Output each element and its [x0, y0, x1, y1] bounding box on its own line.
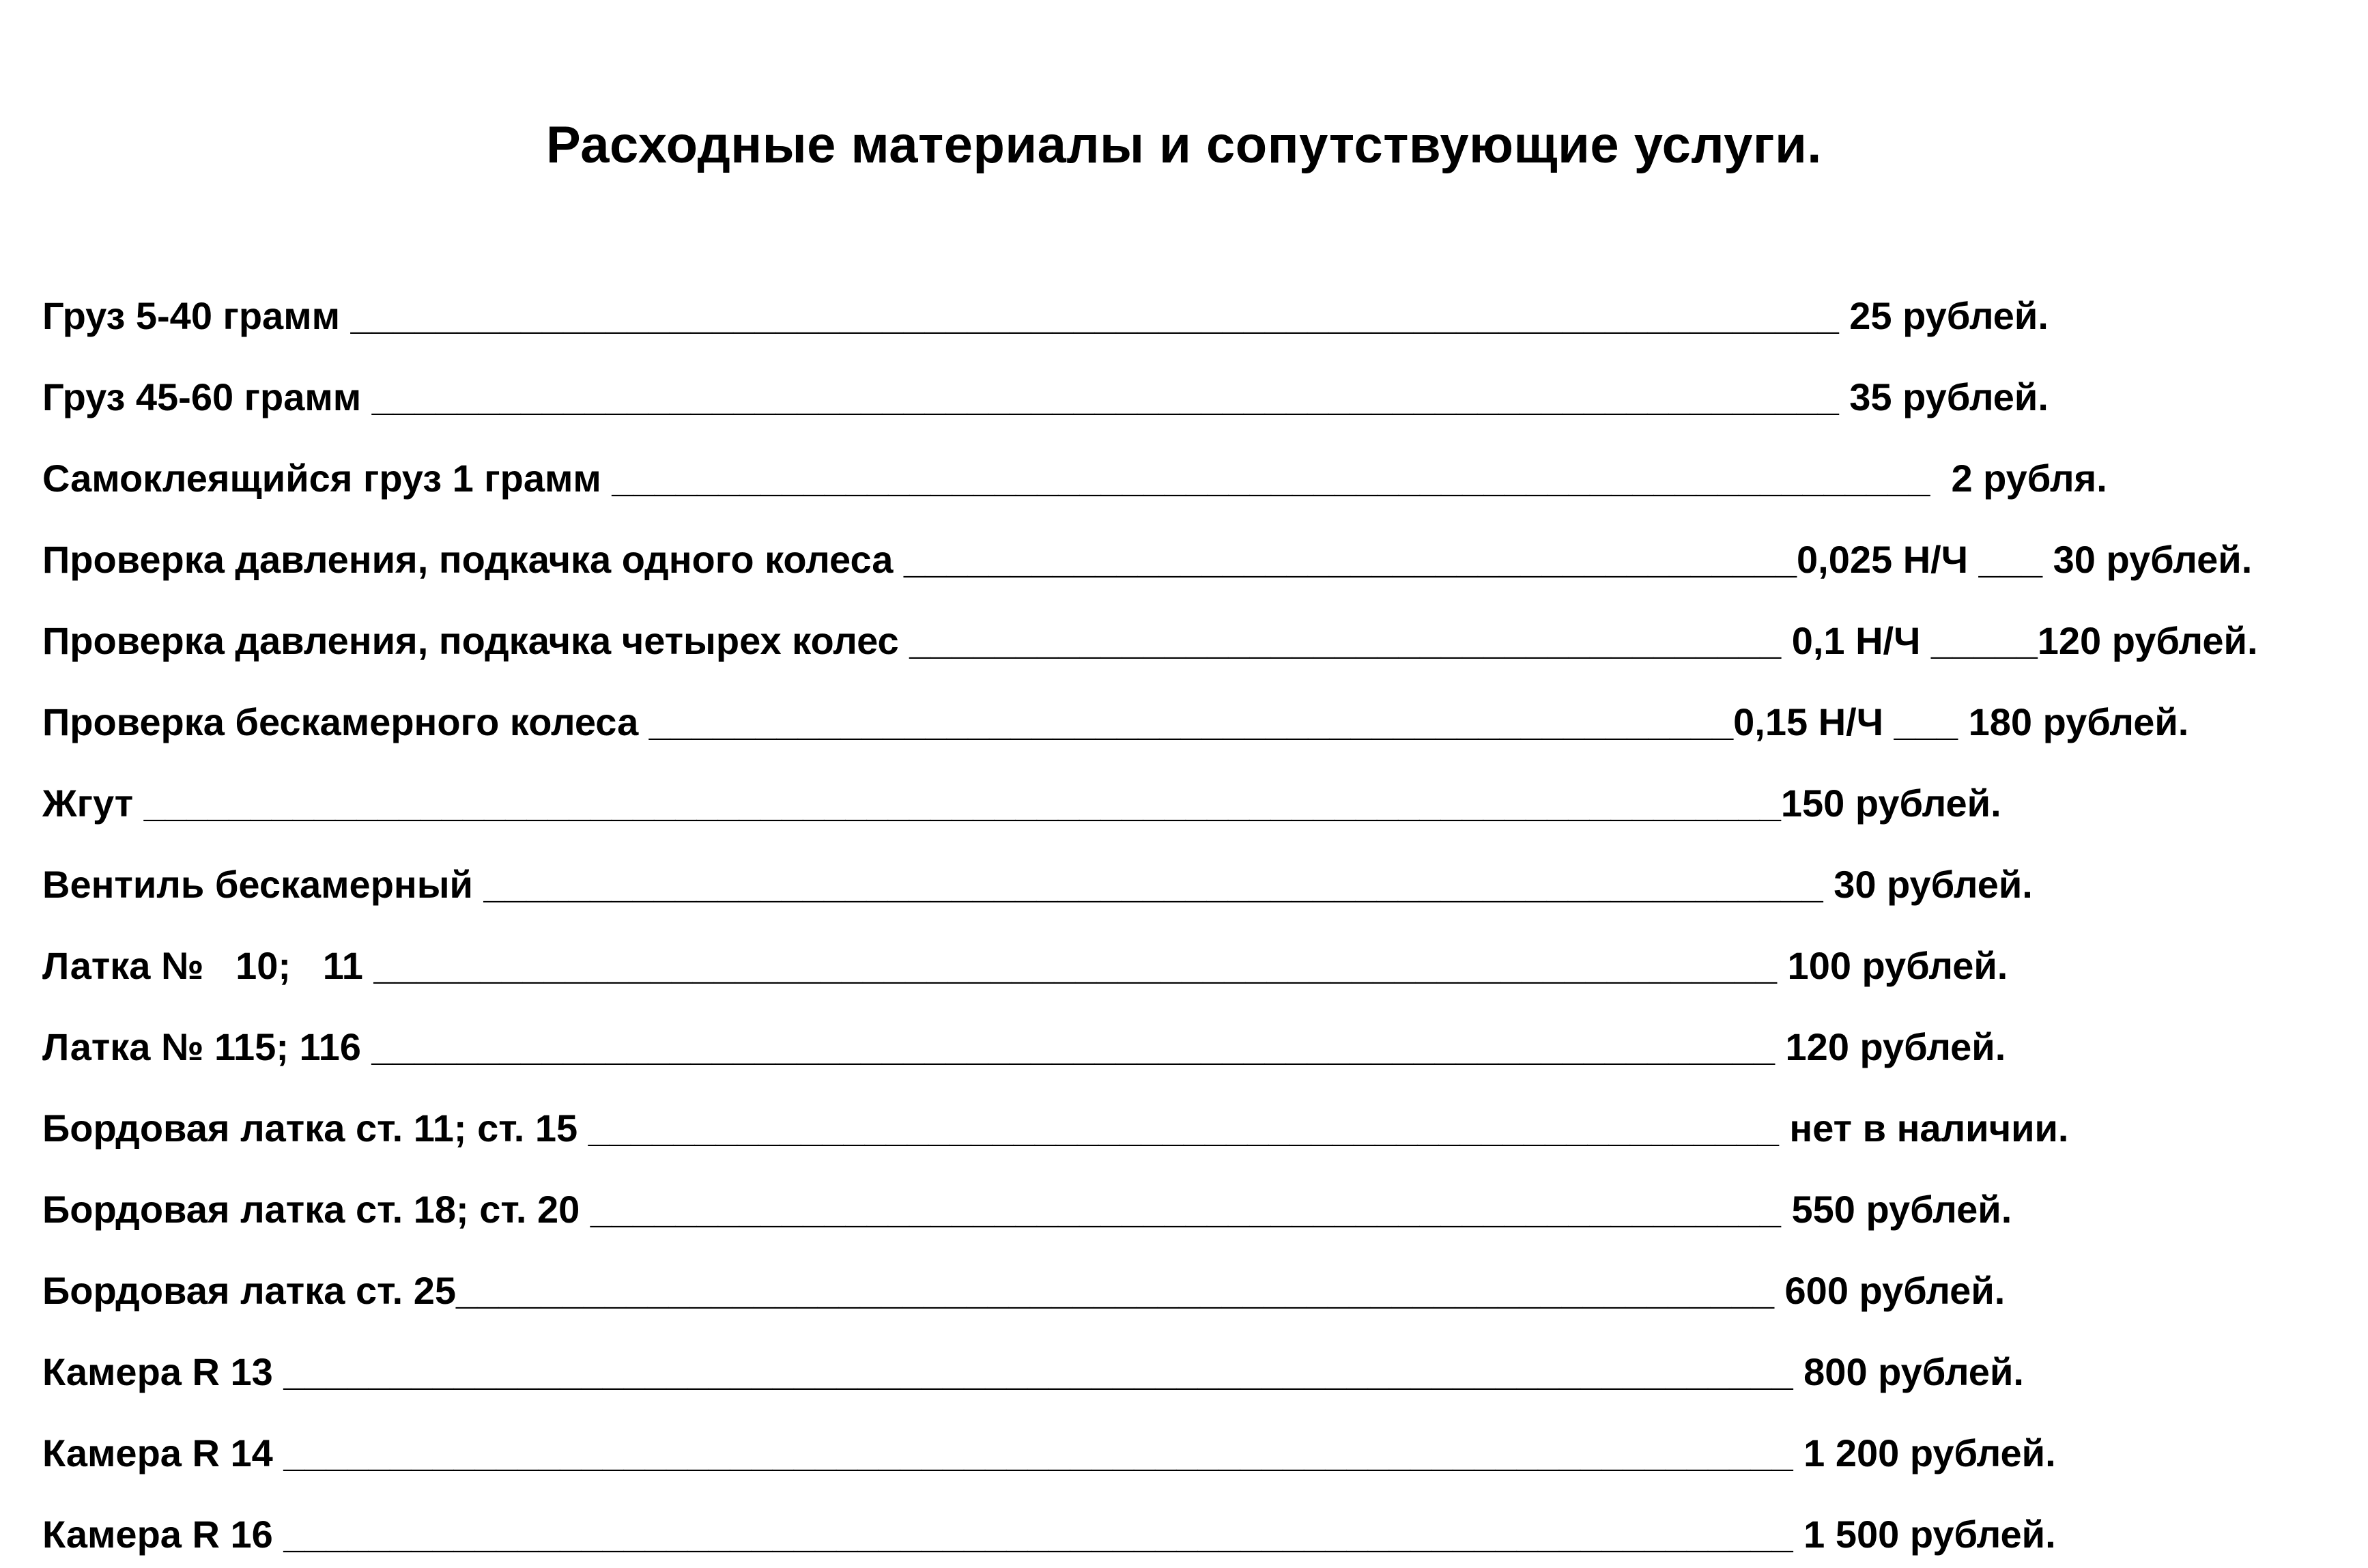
- page-title: Расходные материалы и сопутствующие услуги.: [546, 116, 1822, 174]
- price-item: Камера R 14 _______________________________________________________________________ 1 200 рублей.: [42, 1431, 2056, 1474]
- price-item: Проверка давления, подкачка четырех колес _________________________________________ 0,1 Н/Ч _____120 рублей.: [42, 619, 2258, 662]
- price-item: Груз 45-60 грамм _____________________________________________________________________ 35 рублей.: [42, 375, 2049, 418]
- price-item: Проверка давления, подкачка одного колеса __________________________________________0,025 Н/Ч ___ 30 рублей.: [42, 538, 2253, 581]
- price-item: Вентиль бескамерный _______________________________________________________________ 30 рублей.: [42, 863, 2033, 906]
- price-item: Жгут _____________________________________________________________________________150 рублей.: [42, 782, 2001, 825]
- price-item: Проверка бескамерного колеса ___________________________________________________0,15 Н/Ч ___ 180 рублей.: [42, 700, 2189, 743]
- price-item: Груз 5-40 грамм ______________________________________________________________________ 25 рублей.: [42, 294, 2049, 337]
- price-item: Латка № 10; 11 __________________________________________________________________ 100 рублей.: [42, 944, 2008, 987]
- price-item: Камера R 13 _______________________________________________________________________ 800 рублей.: [42, 1350, 2024, 1393]
- price-item: Бордовая латка ст. 18; ст. 20 ________________________________________________________ 550 рублей.: [42, 1188, 2012, 1231]
- price-item: Самоклеящийся груз 1 грамм ______________________________________________________________ 2 рубля.: [42, 457, 2107, 500]
- price-item: Бордовая латка ст. 25______________________________________________________________ 600 рублей.: [42, 1269, 2006, 1312]
- price-item: Бордовая латка ст. 11; ст. 15 ________________________________________________________ нет в наличии.: [42, 1107, 2069, 1150]
- price-item: Камера R 16 _______________________________________________________________________ 1 500 рублей.: [42, 1513, 2056, 1556]
- price-item: Латка № 115; 116 __________________________________________________________________ 120 рублей.: [42, 1025, 2006, 1068]
